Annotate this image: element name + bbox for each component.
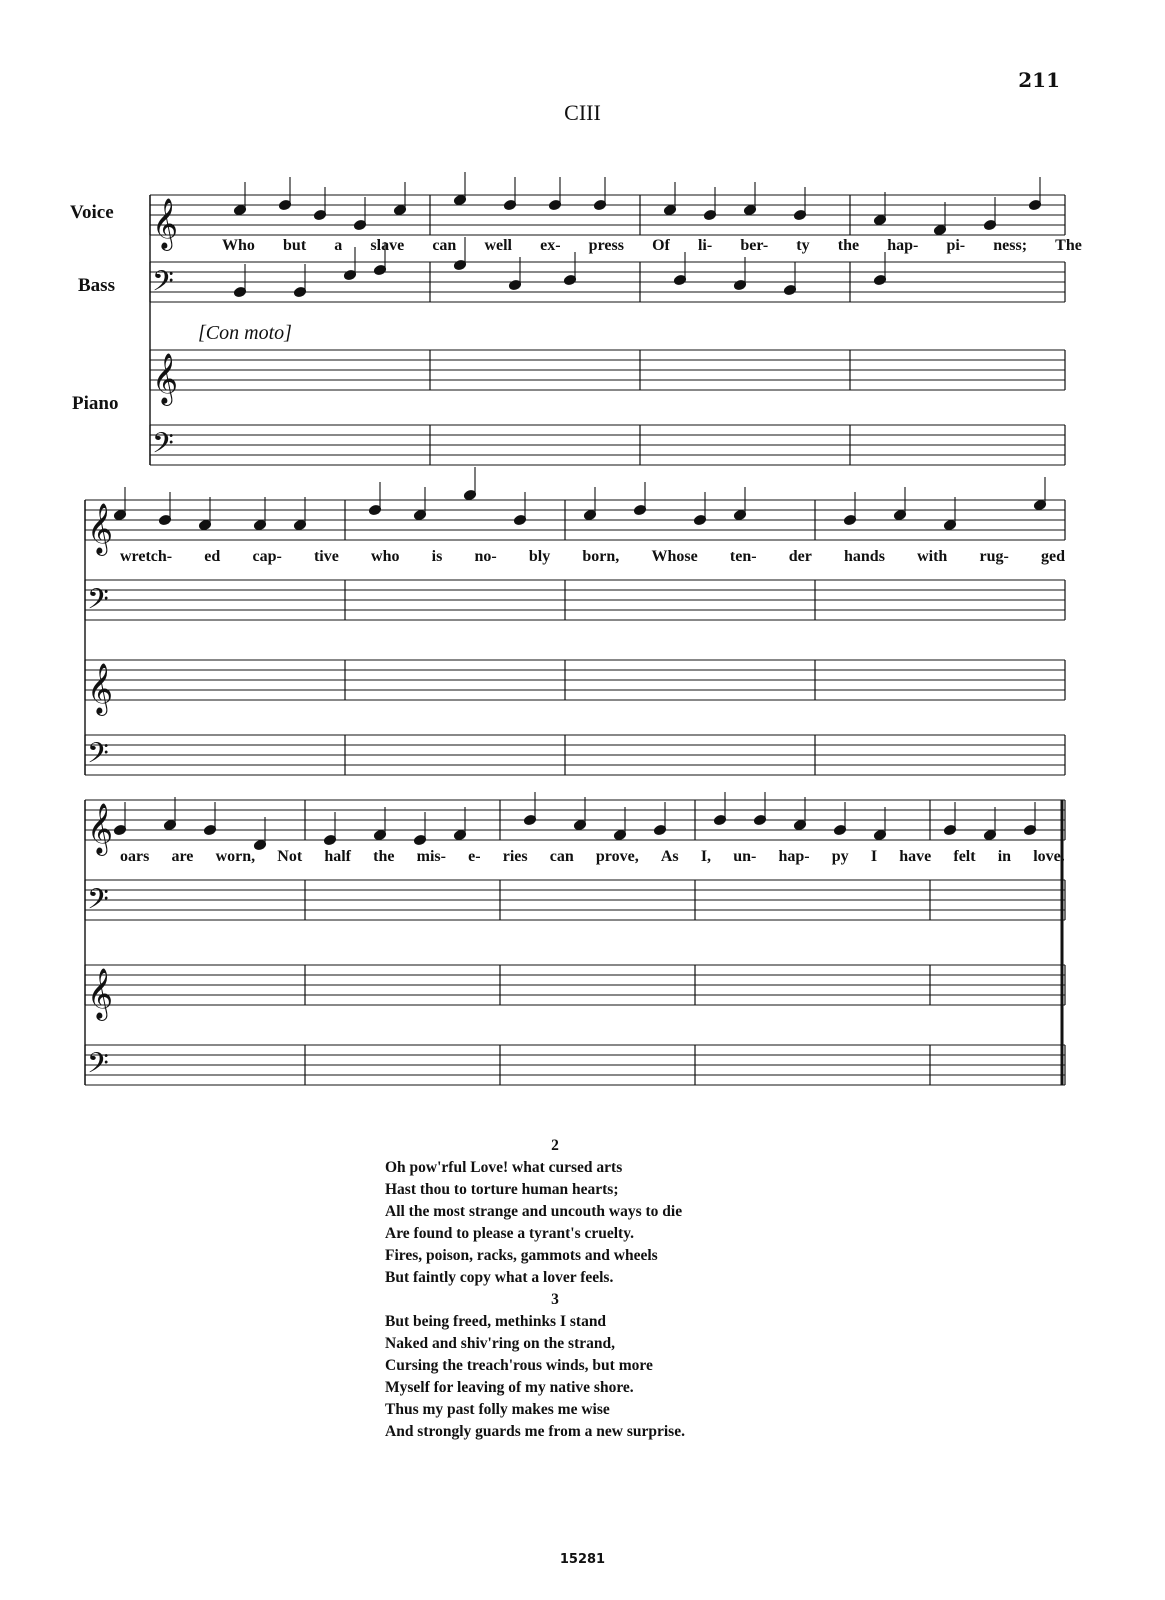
treble-clef-icon: 𝄞 <box>152 353 179 404</box>
lyric-syllable: but <box>283 237 307 254</box>
lyric-syllable: I <box>870 848 878 865</box>
lyric-syllable: ged <box>1041 548 1065 565</box>
verse-line: Naked and shiv'ring on the strand, <box>385 1335 615 1352</box>
lyric-syllable: the <box>373 848 395 865</box>
lyric-syllable: der <box>788 548 812 565</box>
verse-number: 2 <box>551 1137 559 1154</box>
lyric-syllable: ten- <box>729 548 757 565</box>
lyric-syllable: worn, <box>215 848 256 865</box>
lyric-syllable: ries <box>502 848 528 865</box>
lyric-syllable: The <box>1055 237 1082 254</box>
lyric-syllable: are <box>171 848 194 865</box>
lyric-syllable: love. <box>1033 848 1065 865</box>
lyric-syllable: well <box>484 237 512 254</box>
lyric-syllable: ty <box>796 237 810 254</box>
lyric-syllable: ex- <box>540 237 561 254</box>
plate-number: 15281 <box>559 1552 606 1567</box>
lyric-syllable: tive <box>313 548 339 565</box>
lyric-syllable: born, <box>582 548 620 565</box>
lyric-syllable: py <box>831 848 849 865</box>
verse-line: Fires, poison, racks, gammots and wheels <box>385 1247 658 1264</box>
verse-line: But being freed, methinks I stand <box>385 1313 607 1330</box>
lyrics-system-1 <box>222 237 1082 255</box>
bass-clef-icon: 𝄢 <box>152 427 174 467</box>
lyric-syllable: wretch- <box>120 548 173 565</box>
page-number: 211 <box>1018 68 1060 92</box>
verse-line: Hast thou to torture human hearts; <box>385 1181 619 1198</box>
verses-block <box>385 1135 765 1443</box>
bass-clef-icon: 𝄢 <box>87 583 109 623</box>
lyric-syllable: rug- <box>979 548 1009 565</box>
verse-line: And strongly guards me from a new surprise. <box>385 1423 685 1440</box>
lyric-syllable: As <box>660 848 679 865</box>
verse-line: Are found to please a tyrant's cruelty. <box>385 1225 634 1242</box>
lyric-syllable: is <box>431 548 443 565</box>
lyric-syllable: can <box>432 237 457 254</box>
treble-clef-icon: 𝄞 <box>87 968 114 1019</box>
bass-clef-icon: 𝄢 <box>152 265 174 305</box>
lyric-syllable: who <box>371 548 400 565</box>
lyric-syllable: Of <box>652 237 670 254</box>
treble-clef-icon: 𝄞 <box>87 663 114 714</box>
lyric-syllable: Whose <box>651 548 698 565</box>
lyric-syllable: press <box>588 237 624 254</box>
lyrics-system-2 <box>120 548 1065 566</box>
lyric-syllable: hands <box>844 548 885 565</box>
verse-number: 3 <box>551 1291 559 1308</box>
verse-line: Oh pow'rful Love! what cursed arts <box>385 1159 623 1176</box>
treble-clef-icon: 𝄞 <box>152 198 179 249</box>
lyric-syllable: e- <box>468 848 481 865</box>
verse-line: But faintly copy what a lover feels. <box>385 1269 614 1286</box>
lyric-syllable: can <box>549 848 574 865</box>
lyric-syllable: in <box>997 848 1012 865</box>
verse-line: All the most strange and uncouth ways to die <box>385 1203 683 1220</box>
bass-clef-icon: 𝄢 <box>87 1047 109 1087</box>
piece-title: CIII <box>564 100 601 125</box>
bass-clef-icon: 𝄢 <box>87 883 109 923</box>
lyric-syllable: Not <box>277 848 303 865</box>
lyric-syllable: bly <box>528 548 551 565</box>
lyric-syllable: cap- <box>252 548 282 565</box>
lyric-syllable: the <box>837 237 860 254</box>
lyric-syllable: hap- <box>778 848 810 865</box>
lyric-syllable: hap- <box>887 237 919 254</box>
lyric-syllable: mis- <box>416 848 446 865</box>
lyric-syllable: no- <box>474 548 497 565</box>
lyric-syllable: Who <box>222 237 255 254</box>
verse-line: Thus my past folly makes me wise <box>385 1401 610 1418</box>
verse-line: Cursing the treach'rous winds, but more <box>385 1357 653 1374</box>
lyric-syllable: half <box>324 848 351 865</box>
lyric-syllable: li- <box>697 237 713 254</box>
voice-label: Voice <box>70 202 114 223</box>
lyric-syllable: pi- <box>946 237 966 254</box>
lyric-syllable: felt <box>953 848 976 865</box>
bass-label: Bass <box>78 275 115 296</box>
treble-clef-icon: 𝄞 <box>87 503 114 554</box>
lyric-syllable: ed <box>204 548 221 565</box>
verse-line: Myself for leaving of my native shore. <box>385 1379 634 1396</box>
tempo-marking: [Con moto] <box>198 322 292 344</box>
lyric-syllable: ness; <box>993 237 1028 254</box>
lyric-syllable: a <box>334 237 343 254</box>
lyric-syllable: ber- <box>740 237 769 254</box>
piano-label: Piano <box>72 393 119 414</box>
lyric-syllable: have <box>899 848 932 865</box>
bass-clef-icon: 𝄢 <box>87 737 109 777</box>
lyric-syllable: I, <box>700 848 712 865</box>
lyric-syllable: un- <box>733 848 757 865</box>
lyric-syllable: prove, <box>595 848 639 865</box>
lyric-syllable: slave <box>370 237 405 254</box>
lyric-syllable: with <box>917 548 948 565</box>
treble-clef-icon: 𝄞 <box>87 803 114 854</box>
lyrics-system-3 <box>120 848 1065 866</box>
lyric-syllable: oars <box>120 848 150 865</box>
